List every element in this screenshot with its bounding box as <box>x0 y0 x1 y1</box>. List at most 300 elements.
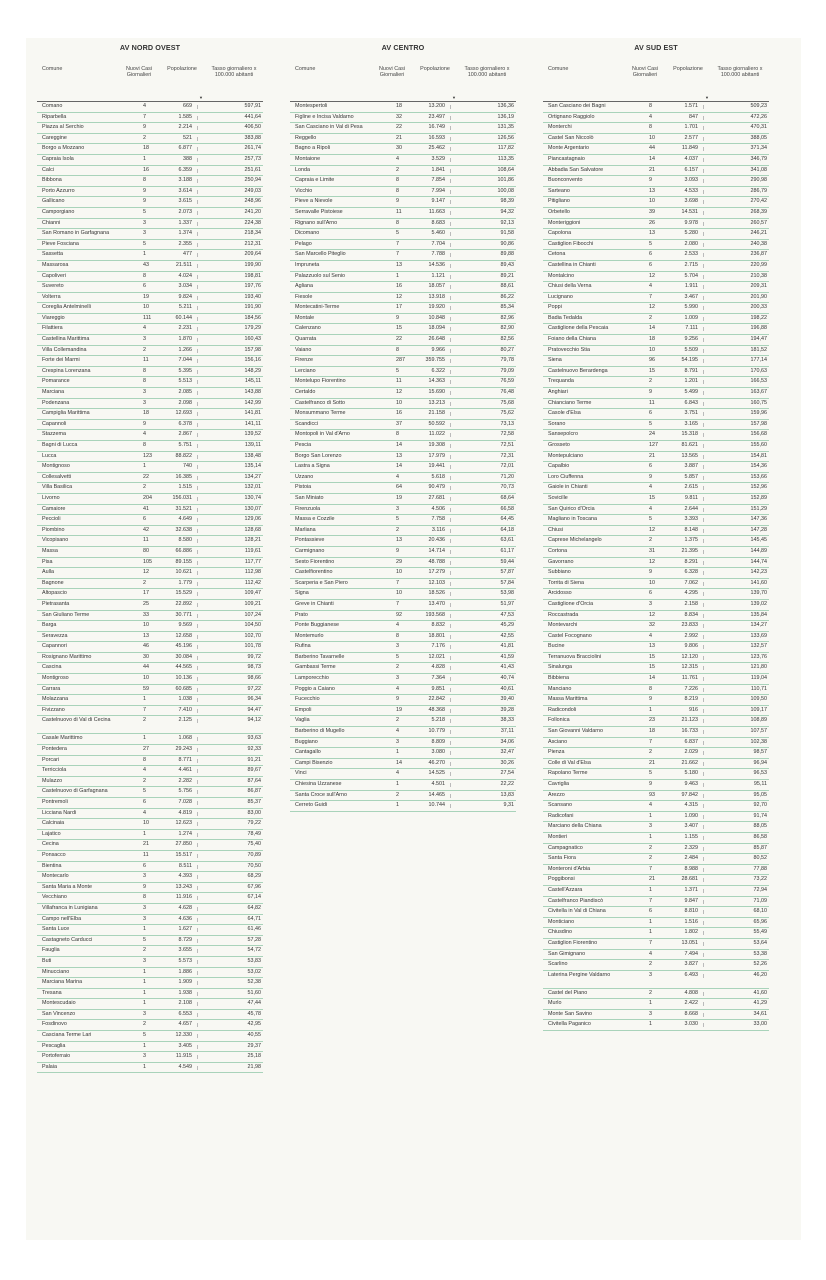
cell-nuovi-casi: 42 <box>143 526 149 533</box>
cell-nuovi-casi: 10 <box>649 134 655 141</box>
cell-tasso: 143,88 <box>207 388 261 398</box>
cell-nuovi-casi: 4 <box>649 632 652 639</box>
cell-tasso: 129,06 <box>207 515 261 525</box>
cell-popolazione: 4.506 <box>431 505 445 512</box>
cell-tasso: 151,29 <box>713 505 767 515</box>
cell-popolazione: 9.851 <box>431 685 445 692</box>
cell-comune: Civitella in Val di Chiana <box>548 908 606 915</box>
cell-tasso: 135,84 <box>713 611 767 621</box>
cell-popolazione: 18.057 <box>428 283 445 290</box>
cell-comune: Massa Marittima <box>548 696 588 703</box>
cell-tasso: 241,20 <box>207 208 261 218</box>
cell-tasso: 145,11 <box>207 377 261 387</box>
cell-nuovi-casi: 7 <box>396 600 399 607</box>
cell-comune: Castiglion Fibocchi <box>548 240 594 247</box>
header-popolazione[interactable]: Popolazione <box>420 66 450 72</box>
cell-comune: Porcari <box>42 756 60 763</box>
cell-popolazione: 7.028 <box>178 799 192 805</box>
cell-popolazione: 2.867 <box>178 431 192 438</box>
cell-popolazione: 4.393 <box>178 873 192 880</box>
cell-popolazione: 19.441 <box>428 463 445 470</box>
table-row <box>543 822 769 833</box>
section-2 <box>543 38 769 1031</box>
section-0 <box>37 38 263 1073</box>
table-row <box>290 759 516 770</box>
table-row <box>37 219 263 230</box>
table-row <box>37 356 263 367</box>
cell-tasso: 64,71 <box>207 915 261 925</box>
cell-comune: Chiusi <box>548 526 563 533</box>
cell-tasso: 85,37 <box>207 798 261 808</box>
table-row <box>543 409 769 420</box>
table-row <box>543 505 769 516</box>
cell-tasso: 144,74 <box>713 558 767 568</box>
cell-tasso: 136,19 <box>460 113 514 123</box>
cell-comune: Montelupo Fiorentino <box>295 378 346 385</box>
table-row <box>37 134 263 145</box>
table-row <box>290 653 516 664</box>
cell-nuovi-casi: 5 <box>143 1032 146 1039</box>
table-row <box>543 536 769 547</box>
cell-tasso: 76,48 <box>460 388 514 398</box>
cell-tasso: 210,38 <box>713 272 767 282</box>
cell-popolazione: 2.484 <box>684 855 698 862</box>
table-row <box>37 1052 263 1063</box>
cell-nuovi-casi: 2 <box>396 791 399 798</box>
table-row <box>37 102 263 113</box>
table-row <box>290 420 516 431</box>
cell-comune: Castagneto Carducci <box>42 936 93 943</box>
table-row <box>290 409 516 420</box>
header-comune[interactable]: Comune <box>295 66 316 72</box>
cell-tasso: 130,74 <box>207 494 261 504</box>
header-comune[interactable]: Comune <box>548 66 569 72</box>
cell-tasso: 160,75 <box>713 399 767 409</box>
cell-comune: Collesalvetti <box>42 473 72 480</box>
cell-tasso: 472,26 <box>713 113 767 123</box>
table-header <box>543 66 769 101</box>
table-row <box>37 335 263 346</box>
cell-comune: Capolona <box>548 230 572 237</box>
table-row <box>290 727 516 738</box>
cell-nuovi-casi: 2 <box>649 314 652 321</box>
sort-desc-icon[interactable]: ▼ <box>199 95 203 100</box>
header-tasso[interactable]: Tasso giornaliero x 100.000 abitanti <box>464 66 510 79</box>
cell-nuovi-casi: 4 <box>396 685 399 692</box>
cell-nuovi-casi: 1 <box>649 1021 652 1028</box>
header-nuovi-casi[interactable]: Nuovi Casi Giornalieri <box>378 66 406 79</box>
cell-nuovi-casi: 3 <box>143 873 146 880</box>
cell-comune: Capannori <box>42 643 67 650</box>
cell-nuovi-casi: 204 <box>143 494 152 501</box>
header-popolazione[interactable]: Popolazione <box>167 66 197 72</box>
cell-tasso: 101,86 <box>460 176 514 186</box>
cell-popolazione: 6.359 <box>178 166 192 173</box>
cell-tasso: 155,60 <box>713 441 767 451</box>
cell-popolazione: 14.525 <box>428 770 445 777</box>
table-row <box>290 240 516 251</box>
cell-popolazione: 3.467 <box>684 293 698 300</box>
cell-comune: Lerciano <box>295 367 316 374</box>
cell-comune: Castelfranco di Sotto <box>295 399 346 406</box>
cell-comune: Capraia e Limite <box>295 177 335 184</box>
cell-popolazione: 18.094 <box>428 325 445 332</box>
cell-nuovi-casi: 8 <box>396 346 399 353</box>
cell-popolazione: 13.213 <box>428 399 445 406</box>
cell-nuovi-casi: 14 <box>649 325 655 332</box>
cell-comune: San Giovanni Valdarno <box>548 728 604 735</box>
cell-comune: Calcinaia <box>42 820 65 827</box>
table-row <box>37 399 263 410</box>
cell-comune: Forte dei Marmi <box>42 357 80 364</box>
table-row <box>290 738 516 749</box>
cell-popolazione: 9.966 <box>431 346 445 353</box>
table-row <box>543 473 769 484</box>
table-row <box>37 600 263 611</box>
cell-tasso: 42,95 <box>207 1020 261 1030</box>
cell-comune: Monsummano Terme <box>295 410 346 417</box>
cell-nuovi-casi: 15 <box>649 664 655 671</box>
cell-nuovi-casi: 44 <box>143 664 149 671</box>
table-row <box>543 999 769 1010</box>
cell-tasso: 371,34 <box>713 144 767 154</box>
cell-tasso: 152,96 <box>713 483 767 493</box>
cell-tasso: 96,94 <box>713 759 767 769</box>
cell-nuovi-casi: 1 <box>143 979 146 986</box>
cell-nuovi-casi: 8 <box>396 431 399 438</box>
section-1 <box>290 38 516 812</box>
cell-comune: Cerreto Guidi <box>295 802 328 809</box>
cell-tasso: 98,66 <box>207 674 261 684</box>
cell-comune: Capalbio <box>548 463 570 470</box>
table-row <box>37 261 263 272</box>
table-row <box>37 250 263 261</box>
cell-nuovi-casi: 10 <box>143 622 149 629</box>
cell-popolazione: 8.791 <box>684 367 698 374</box>
cell-tasso: 209,64 <box>207 250 261 260</box>
cell-comune: Massa <box>42 547 58 554</box>
cell-nuovi-casi: 5 <box>396 230 399 237</box>
cell-tasso: 154,36 <box>713 462 767 472</box>
cell-nuovi-casi: 2 <box>649 961 652 968</box>
cell-comune: Marciana <box>42 389 65 396</box>
table-row <box>37 706 263 717</box>
cell-comune: Pelago <box>295 240 312 247</box>
cell-nuovi-casi: 2 <box>649 537 652 544</box>
cell-comune: Campagnatico <box>548 844 583 851</box>
cell-tasso: 13,83 <box>460 791 514 801</box>
cell-nuovi-casi: 5 <box>649 420 652 427</box>
cell-nuovi-casi: 4 <box>143 431 146 438</box>
cell-tasso: 68,10 <box>713 907 767 917</box>
cell-popolazione: 4.501 <box>431 781 445 787</box>
cell-popolazione: 15.529 <box>175 590 192 597</box>
cell-popolazione: 11.916 <box>175 894 192 901</box>
cell-tasso: 152,89 <box>713 494 767 504</box>
table-row <box>290 303 516 314</box>
cell-tasso: 224,38 <box>207 219 261 229</box>
cell-nuovi-casi: 10 <box>649 198 655 205</box>
cell-popolazione: 13.470 <box>428 600 445 607</box>
cell-tasso: 109,17 <box>713 706 767 716</box>
table-row <box>37 293 263 304</box>
cell-nuovi-casi: 4 <box>649 484 652 491</box>
cell-tasso: 57,87 <box>460 568 514 578</box>
cell-popolazione: 7.044 <box>178 357 192 364</box>
cell-comune: Vaiano <box>295 346 312 353</box>
cell-tasso: 79,78 <box>460 356 514 366</box>
table-row <box>290 674 516 685</box>
cell-nuovi-casi: 18 <box>143 410 149 417</box>
cell-popolazione: 8.219 <box>684 696 698 703</box>
cell-nuovi-casi: 2 <box>143 579 146 586</box>
cell-nuovi-casi: 2 <box>143 947 146 954</box>
cell-nuovi-casi: 93 <box>649 791 655 798</box>
table-row <box>543 356 769 367</box>
cell-tasso: 41,59 <box>460 653 514 663</box>
cell-tasso: 45,29 <box>460 621 514 631</box>
cell-tasso: 89,67 <box>207 766 261 776</box>
table-row <box>543 791 769 802</box>
cell-comune: Calci <box>42 166 54 173</box>
table-row <box>543 166 769 177</box>
cell-tasso: 41,81 <box>460 642 514 652</box>
cell-nuovi-casi: 1 <box>396 749 399 756</box>
cell-popolazione: 2.422 <box>684 1000 698 1007</box>
table-row <box>290 261 516 272</box>
cell-comune: Rignano sull'Arno <box>295 219 338 226</box>
cell-tasso: 88,61 <box>460 282 514 292</box>
cell-tasso: 99,72 <box>207 653 261 663</box>
cell-popolazione: 22.892 <box>175 600 192 607</box>
cell-popolazione: 46.270 <box>428 759 445 766</box>
cell-comune: Roccastrada <box>548 611 579 618</box>
cell-comune: Pescia <box>295 442 312 448</box>
table-row <box>290 706 516 717</box>
cell-popolazione: 4.828 <box>431 664 445 671</box>
cell-tasso: 136,36 <box>460 102 514 112</box>
cell-nuovi-casi: 22 <box>396 124 402 131</box>
cell-nuovi-casi: 8 <box>143 177 146 184</box>
cell-nuovi-casi: 9 <box>143 420 146 427</box>
cell-tasso: 73,22 <box>713 875 767 885</box>
cell-tasso: 47,44 <box>207 999 261 1009</box>
cell-nuovi-casi: 12 <box>143 569 149 576</box>
cell-nuovi-casi: 14 <box>396 759 402 766</box>
table-row <box>37 197 263 208</box>
cell-tasso: 98,57 <box>713 748 767 758</box>
cell-nuovi-casi: 3 <box>143 904 146 911</box>
cell-tasso: 153,66 <box>713 473 767 483</box>
cell-tasso: 95,05 <box>713 791 767 801</box>
cell-comune: Santa Croce sull'Arno <box>295 791 347 798</box>
table-row <box>37 830 263 841</box>
header-comune[interactable]: Comune <box>42 66 63 72</box>
header-popolazione[interactable]: Popolazione <box>673 66 703 72</box>
table-row <box>543 579 769 590</box>
cell-nuovi-casi: 2 <box>396 664 399 671</box>
table-row <box>543 812 769 823</box>
cell-popolazione: 193.568 <box>425 611 445 618</box>
table-row <box>290 780 516 791</box>
cell-popolazione: 1.585 <box>178 113 192 120</box>
table-row <box>290 769 516 780</box>
cell-popolazione: 1.371 <box>684 886 698 893</box>
cell-nuovi-casi: 1 <box>143 251 146 258</box>
cell-tasso: 67,96 <box>207 883 261 893</box>
cell-popolazione: 8.809 <box>431 738 445 745</box>
cell-comune: Montalcino <box>548 272 575 279</box>
cell-tasso: 218,34 <box>207 229 261 239</box>
table-row <box>543 494 769 505</box>
cell-popolazione: 2.098 <box>178 399 192 406</box>
cell-tasso: 121,80 <box>713 663 767 673</box>
table-row <box>37 809 263 820</box>
cell-tasso: 509,23 <box>713 102 767 112</box>
cell-popolazione: 6.157 <box>684 166 698 173</box>
table-row <box>37 441 263 452</box>
cell-comune: Empoli <box>295 706 312 713</box>
cell-comune: Pietrasanta <box>42 600 70 607</box>
cell-tasso: 80,52 <box>713 854 767 864</box>
cell-tasso: 94,32 <box>460 208 514 218</box>
cell-nuovi-casi: 1 <box>143 1042 146 1049</box>
cell-popolazione: 2.080 <box>684 240 698 247</box>
cell-nuovi-casi: 11 <box>396 208 402 215</box>
table-row <box>290 589 516 600</box>
cell-tasso: 75,68 <box>460 399 514 409</box>
table-row <box>543 907 769 918</box>
table-row <box>290 695 516 706</box>
cell-nuovi-casi: 8 <box>396 187 399 194</box>
cell-popolazione: 4.636 <box>178 915 192 922</box>
table-row <box>543 706 769 717</box>
table-row <box>290 430 516 441</box>
cell-nuovi-casi: 2 <box>143 717 146 724</box>
cell-comune: Loro Ciuffenna <box>548 473 584 480</box>
cell-nuovi-casi: 123 <box>143 452 152 459</box>
table-row <box>543 960 769 971</box>
cell-tasso: 145,45 <box>713 536 767 546</box>
cell-comune: Casale Marittimo <box>42 735 83 742</box>
cell-tasso: 34,06 <box>460 738 514 748</box>
cell-nuovi-casi: 7 <box>649 897 652 904</box>
cell-popolazione: 21.511 <box>175 261 192 268</box>
cell-nuovi-casi: 4 <box>143 103 146 109</box>
table-row <box>290 801 516 812</box>
table-row <box>543 219 769 230</box>
cell-popolazione: 3.751 <box>684 410 698 417</box>
cell-nuovi-casi: 13 <box>649 187 655 194</box>
cell-nuovi-casi: 37 <box>396 420 402 427</box>
cell-nuovi-casi: 9 <box>649 781 652 787</box>
cell-comune: Castelfiorentino <box>295 569 333 576</box>
table-row <box>37 303 263 314</box>
cell-nuovi-casi: 2 <box>143 134 146 141</box>
cell-popolazione: 14.714 <box>428 547 445 554</box>
cell-tasso: 236,87 <box>713 250 767 260</box>
cell-nuovi-casi: 7 <box>396 251 399 258</box>
sort-desc-icon[interactable]: ▼ <box>452 95 456 100</box>
cell-nuovi-casi: 8 <box>396 177 399 184</box>
cell-tasso: 260,57 <box>713 219 767 229</box>
cell-nuovi-casi: 2 <box>143 1021 146 1028</box>
cell-popolazione: 16.385 <box>175 473 192 480</box>
table-row <box>37 558 263 569</box>
cell-popolazione: 29.243 <box>175 746 192 753</box>
cell-tasso: 154,81 <box>713 452 767 462</box>
cell-tasso: 79,09 <box>460 367 514 377</box>
table-row <box>543 642 769 653</box>
cell-tasso: 91,21 <box>207 756 261 766</box>
cell-nuovi-casi: 7 <box>649 939 652 946</box>
table-row <box>543 989 769 1000</box>
cell-popolazione: 19.308 <box>428 442 445 448</box>
cell-tasso: 89,43 <box>460 261 514 271</box>
cell-tasso: 157,98 <box>207 346 261 356</box>
cell-tasso: 249,03 <box>207 187 261 197</box>
cell-nuovi-casi: 64 <box>396 484 402 491</box>
table-row <box>290 611 516 622</box>
table-row <box>543 738 769 749</box>
cell-nuovi-casi: 13 <box>396 452 402 459</box>
cell-nuovi-casi: 14 <box>396 463 402 470</box>
section-title: AV SUD EST <box>634 43 678 52</box>
cell-comune: Poggibonsi <box>548 876 575 883</box>
cell-popolazione: 10.779 <box>428 728 445 735</box>
header-tasso[interactable]: Tasso giornaliero x 100.000 abitanti <box>717 66 763 79</box>
cell-nuovi-casi: 9 <box>143 198 146 205</box>
table-row <box>543 134 769 145</box>
header-tasso[interactable]: Tasso giornaliero x 100.000 abitanti <box>211 66 257 79</box>
cell-tasso: 126,56 <box>460 134 514 144</box>
header-nuovi-casi[interactable]: Nuovi Casi Giornalieri <box>125 66 153 79</box>
cell-tasso: 85,87 <box>713 844 767 854</box>
table-row <box>543 282 769 293</box>
cell-comune: Camporgiano <box>42 208 75 215</box>
table-row <box>543 865 769 876</box>
sort-desc-icon[interactable]: ▼ <box>705 95 709 100</box>
cell-popolazione: 2.125 <box>178 717 192 724</box>
header-nuovi-casi[interactable]: Nuovi Casi Giornalieri <box>631 66 659 79</box>
cell-comune: Carrara <box>42 685 61 692</box>
cell-popolazione: 13.051 <box>681 939 698 946</box>
cell-nuovi-casi: 30 <box>396 145 402 152</box>
cell-nuovi-casi: 13 <box>143 632 149 639</box>
table-row <box>37 685 263 696</box>
table-row <box>543 399 769 410</box>
cell-popolazione: 10.621 <box>175 569 192 576</box>
table-row <box>543 621 769 632</box>
cell-popolazione: 4.808 <box>684 989 698 996</box>
cell-tasso: 198,22 <box>713 314 767 324</box>
table-row <box>290 494 516 505</box>
cell-tasso: 40,61 <box>460 685 514 695</box>
cell-popolazione: 8.729 <box>178 936 192 943</box>
cell-popolazione: 4.533 <box>684 187 698 194</box>
cell-popolazione: 9.147 <box>431 198 445 205</box>
cell-tasso: 53,38 <box>713 950 767 960</box>
cell-tasso: 53,98 <box>460 589 514 599</box>
cell-comune: Pontremoli <box>42 799 68 805</box>
cell-tasso: 72,94 <box>713 886 767 896</box>
cell-comune: Laterina Pergine Valdarno <box>548 971 611 978</box>
cell-nuovi-casi: 1 <box>649 812 652 819</box>
cell-popolazione: 477 <box>183 251 192 258</box>
table-row <box>37 936 263 947</box>
table-row <box>290 716 516 727</box>
cell-tasso: 77,88 <box>713 865 767 875</box>
